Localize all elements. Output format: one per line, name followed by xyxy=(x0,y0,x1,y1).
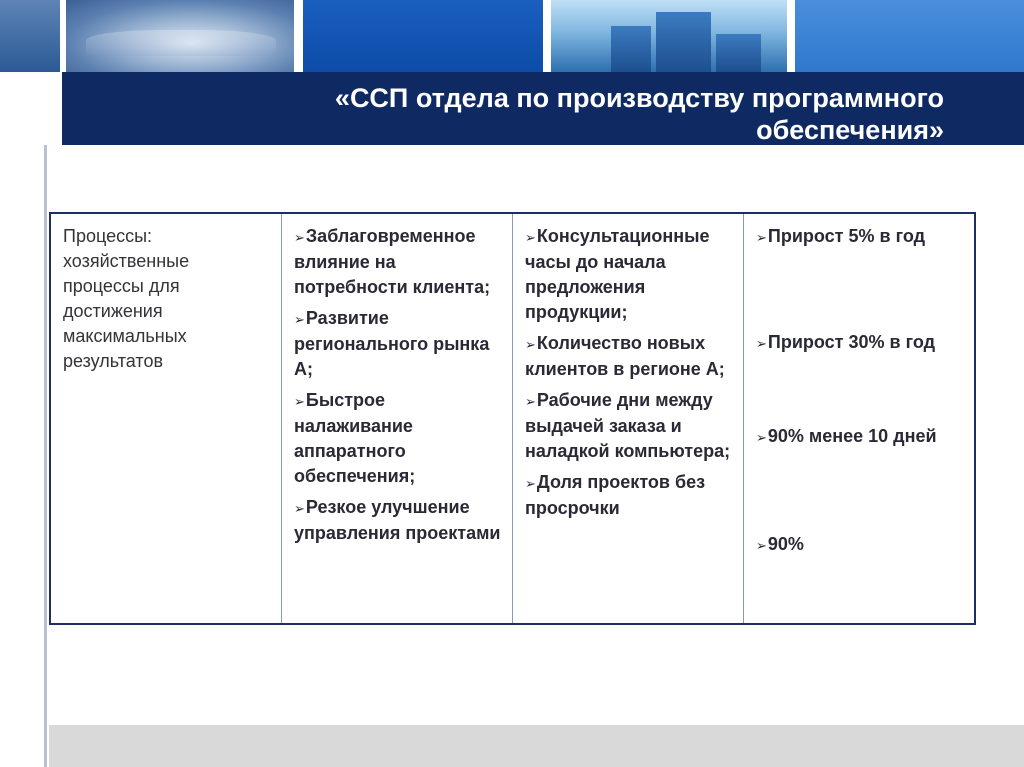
list-item: ➢Быстрое налаживание аппаратного обеспечения; xyxy=(294,390,416,486)
header-banner xyxy=(0,0,1024,72)
banner-image-hands xyxy=(66,0,294,72)
table-cell-indicators xyxy=(513,214,744,623)
list-item: ➢90% xyxy=(756,534,804,554)
arrow-bullet-icon: ➢ xyxy=(756,336,767,351)
table-cell-targets xyxy=(744,214,974,623)
list-item: ➢Количество новых клиентов в регионе А; xyxy=(525,333,725,379)
list-item: ➢Рабочие дни между выдачей заказа и наладкой компьютера; xyxy=(525,390,731,461)
arrow-bullet-icon: ➢ xyxy=(525,476,536,491)
list-item: ➢90% менее 10 дней xyxy=(756,426,937,446)
list-item: ➢Заблаговременное влияние на потребности клиента; xyxy=(294,226,491,297)
list-item: ➢Доля проектов без просрочки xyxy=(525,472,706,518)
list-item: ➢Прирост 5% в год xyxy=(756,226,926,246)
ssp-table xyxy=(49,212,976,625)
arrow-bullet-icon: ➢ xyxy=(756,230,767,245)
left-divider xyxy=(44,145,47,767)
arrow-bullet-icon: ➢ xyxy=(756,430,767,445)
list-item: ➢Консультационные часы до начала предложения продукции; xyxy=(525,226,710,322)
table-cell-processes xyxy=(51,214,282,623)
table-cell-goals xyxy=(282,214,513,623)
list-item: ➢Развитие регионального рынка А; xyxy=(294,308,490,379)
arrow-bullet-icon: ➢ xyxy=(294,312,305,327)
list-item: ➢Резкое улучшение управления проектами xyxy=(294,497,501,543)
arrow-bullet-icon: ➢ xyxy=(525,230,536,245)
arrow-bullet-icon: ➢ xyxy=(756,538,767,553)
arrow-bullet-icon: ➢ xyxy=(294,230,305,245)
list-item: ➢Прирост 30% в год xyxy=(756,332,936,352)
banner-image-left xyxy=(0,0,60,72)
banner-image-right xyxy=(795,0,1024,72)
arrow-bullet-icon: ➢ xyxy=(294,394,305,409)
arrow-bullet-icon: ➢ xyxy=(525,337,536,352)
banner-image-blue xyxy=(303,0,543,72)
page-title: «ССП отдела по производству программного обеспечения» xyxy=(334,83,944,145)
title-accent xyxy=(0,72,62,145)
banner-image-buildings xyxy=(551,0,787,72)
arrow-bullet-icon: ➢ xyxy=(525,394,536,409)
footer-bar xyxy=(49,725,1024,767)
arrow-bullet-icon: ➢ xyxy=(294,501,305,516)
processes-text: Процессы: хозяйственные процессы для достижения максимальных результатов xyxy=(63,226,190,371)
